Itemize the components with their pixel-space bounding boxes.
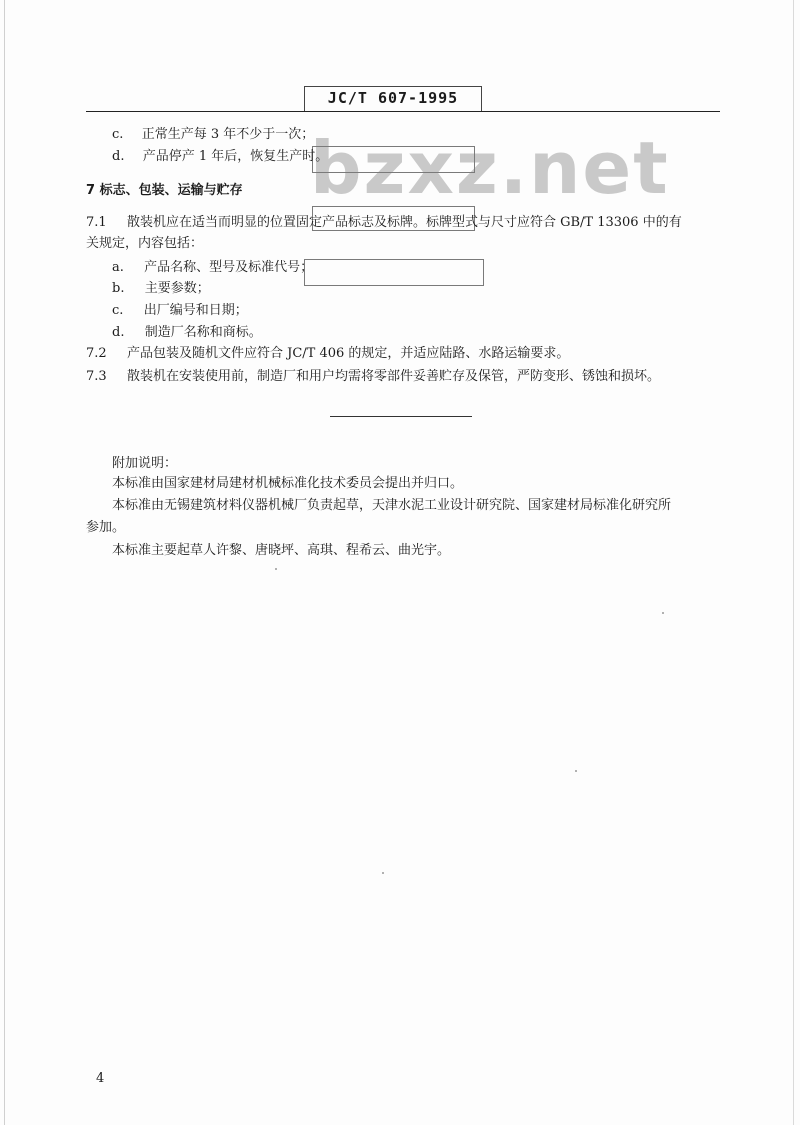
clause-number: 7.3 (86, 369, 107, 384)
overlay-box-3 (304, 259, 484, 286)
list-item (112, 302, 248, 320)
notes-title: 附加说明： (112, 456, 178, 471)
clause-7-1-line1 (86, 214, 682, 232)
section-heading: 7 标志、包装、运输与贮存 (86, 183, 243, 198)
list-text: 主要参数； (144, 281, 210, 296)
clause-text: 散装机应在适当而明显的位置固定产品标志及标牌。标牌型式与尺寸应符合 GB/T 13306 中的有 (126, 215, 682, 230)
end-rule (330, 416, 472, 417)
notes-line: 参加。 (86, 520, 126, 535)
clause-7-2 (86, 345, 569, 363)
list-marker: b. (112, 281, 125, 296)
scan-speck (662, 612, 664, 614)
list-text: 产品名称、型号及标准代号； (144, 260, 314, 275)
clause-text: 产品包装及随机文件应符合 JC/T 406 的规定，并适应陆路、水路运输要求。 (126, 346, 570, 361)
list-marker: a. (112, 260, 124, 275)
clause-7-1-line2: 关规定，内容包括： (86, 236, 204, 251)
scan-edge-left (4, 0, 5, 1125)
list-item (112, 126, 314, 144)
scan-speck (275, 568, 277, 570)
scan-speck (575, 770, 577, 772)
list-item (112, 324, 262, 342)
list-text: 出厂编号和日期； (143, 303, 248, 318)
list-text: 产品停产 1 年后，恢复生产时。 (142, 149, 329, 164)
notes-line: 本标准由无锡建筑材料仪器机械厂负责起草，天津水泥工业设计研究院、国家建材局标准化研究所 (112, 498, 672, 513)
list-text: 制造厂名称和商标。 (144, 325, 262, 340)
list-marker: c. (112, 127, 124, 142)
list-text: 正常生产每 3 年不少于一次； (141, 127, 315, 142)
notes-line: 本标准主要起草人许黎、唐晓坪、高琪、程希云、曲光宇。 (112, 543, 451, 558)
notes-line: 本标准由国家建材局建材机械标准化技术委员会提出并归口。 (112, 476, 464, 491)
list-marker: d. (112, 149, 125, 164)
list-item (112, 148, 328, 166)
standard-code: JC/T 607-1995 (327, 89, 459, 107)
clause-7-3 (86, 368, 660, 386)
clause-number: 7.2 (86, 346, 107, 361)
page-number: 4 (96, 1071, 105, 1086)
list-marker: c. (112, 303, 124, 318)
scan-speck (382, 872, 384, 874)
scan-edge-right (793, 0, 794, 1125)
clause-number: 7.1 (86, 215, 107, 230)
overlay-box-1 (312, 146, 475, 173)
clause-text: 散装机在安装使用前，制造厂和用户均需将零部件妥善贮存及保管，严防变形、锈蚀和损坏。 (126, 369, 660, 384)
list-item (112, 259, 313, 277)
header-rule (86, 111, 720, 112)
list-item (112, 280, 210, 298)
watermark: bzxz.net (310, 126, 670, 210)
list-marker: d. (112, 325, 125, 340)
